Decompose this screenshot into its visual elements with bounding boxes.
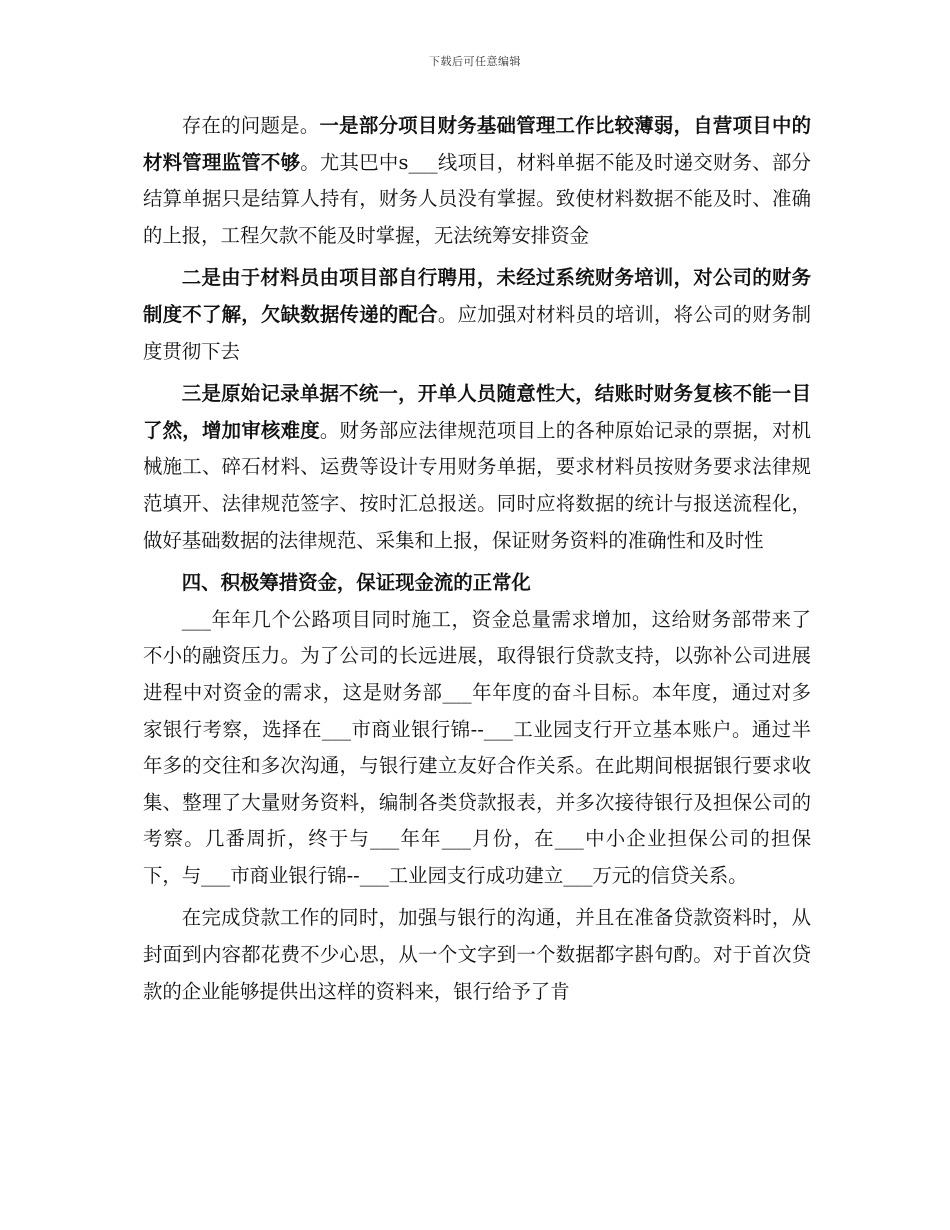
paragraph-1-lead: 存在的问题是。 — [181, 114, 320, 137]
paragraph-2 — [143, 260, 811, 370]
document-body — [143, 108, 811, 1010]
paragraph-1-bold: 一是部分项目财务基础管理工作比较薄弱，自营项目中的材料管理监管不够 — [143, 114, 812, 174]
section-heading-4: 四、积极筹措资金，保证现金流的正常化 — [181, 571, 531, 595]
paragraph-3 — [143, 376, 811, 559]
paragraph-4: ___年年几个公路项目同时施工，资金总量需求增加，这给财务部带来了不小的融资压力。为了公司的长远进展，取得银行贷款支持，以弥补公司进展进程中对资金的需求，这是财务部___年年度的奋斗目标。本年度，通过对多家银行考察，选择在___市商业银行锦--___工业园支行开立基本账户。通过半年多的交往和多次沟通，与银行建立友好合作关系。在此期间根据银行要求收集、整理了大量财务资料，编制各类贷款报表，并多次接待银行及担保公司的考察。几番周折，终于与___年年___月份，在___中小企业担保公司的担保下，与___市商业银行锦--___工业园支行成功建立___万元的信贷关系。 — [143, 607, 811, 887]
paragraph-3-rest: 。财务部应法律规范项目上的各种原始记录的票据，对机械施工、碎石材料、运费等设计专用财务单据，要求材料员按财务要求法律规范填开、法律规范签字、按时汇总报送。同时应将数据的统计与报送流程化，做好基础数据的法律规范、采集和上报，保证财务资料的准确性和及时性 — [143, 418, 812, 552]
paragraph-2-rest: 。应加强对材料员的培训，将公司的财务制度贯彻下去 — [143, 302, 812, 363]
paragraph-1-rest: 。尤其巴中s___线项目，材料单据不能及时递交财务、部分结算单据只是结算人持有，财务人员没有掌握。致使材料数据不能及时、准确的上报，工程欠款不能及时掌握，无法统筹安排资金 — [143, 150, 812, 247]
paragraph-5: 在完成贷款工作的同时，加强与银行的沟通，并且在准备贷款资料时，从封面到内容都花费不少心思，从一个文字到一个数据都字斟句酌。对于首次贷款的企业能够提供出这样的资料来，银行给予了肯 — [143, 906, 811, 1003]
paragraph-3-bold: 三是原始记录单据不统一，开单人员随意性大，结账时财务复核不能一目了然，增加审核难度 — [143, 382, 811, 442]
page-header: 下载后可任意编辑 — [429, 55, 521, 68]
paragraph-2-bold: 二是由于材料员由项目部自行聘用，未经过系统财务培训，对公司的财务制度不了解，欠缺数据传递的配合 — [143, 266, 811, 326]
paragraph-1 — [143, 108, 811, 254]
